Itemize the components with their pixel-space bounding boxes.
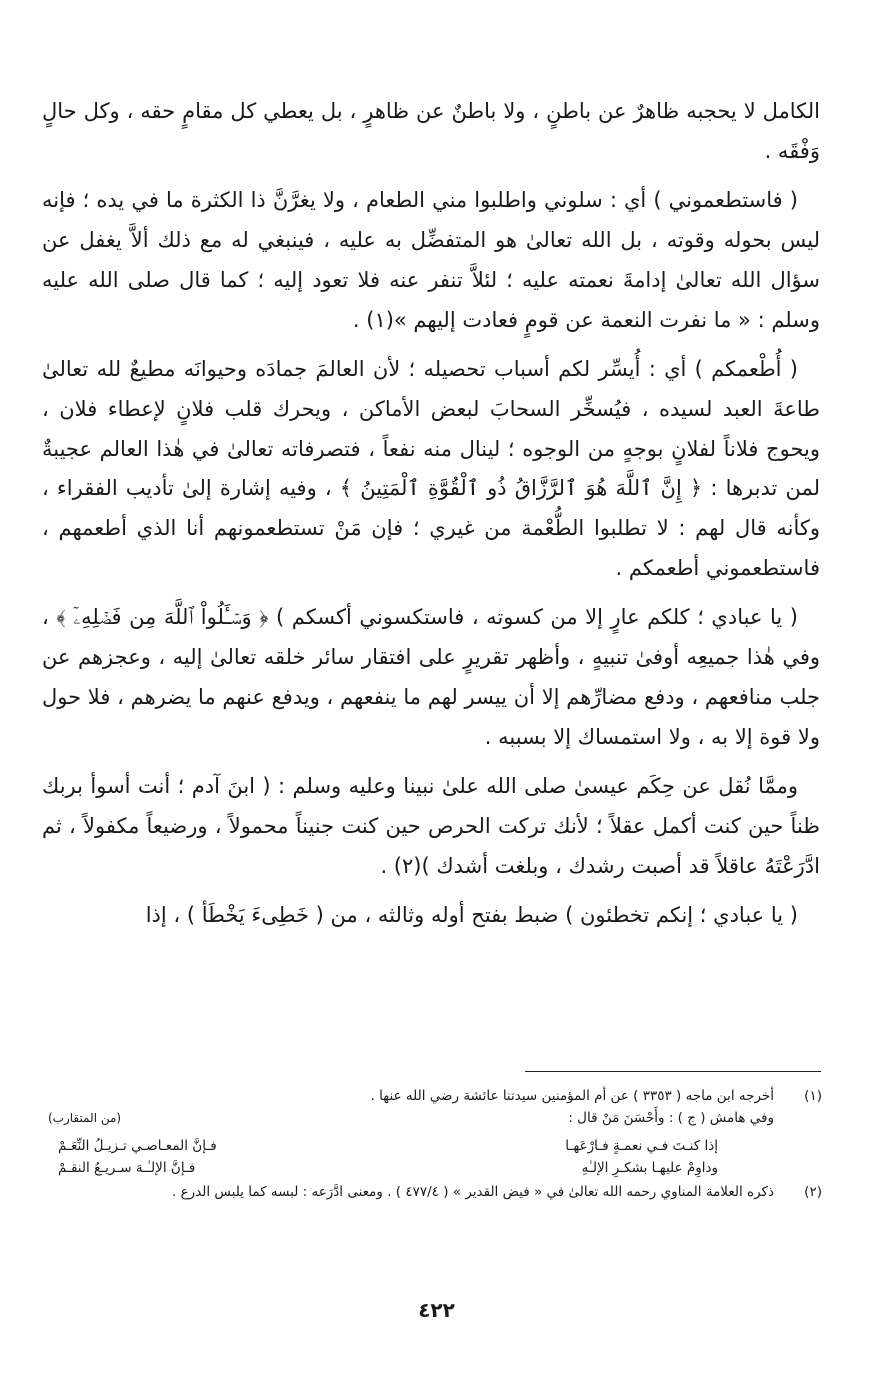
footnote-2 — [48, 1181, 822, 1203]
footnote-1-subline — [48, 1107, 822, 1129]
footnote-2-number: (٢) — [804, 1184, 822, 1200]
verses — [48, 1135, 774, 1179]
verse-1-second-hemistich: فـإنَّ المعـاصـي تـزيـلُ النِّعَـمْ — [58, 1138, 217, 1154]
verse-1-first-hemistich: إذا كنـتَ فـي نعمـةٍ فـارْعَهـا — [565, 1138, 718, 1154]
verse-2-second-hemistich: فـإنَّ الإلـٰـهَ سـريـعُ النقـمْ — [58, 1160, 196, 1176]
verse-meter: (من المتقارب) — [48, 1111, 122, 1125]
paragraph-3: ( أُطْعمكم ) أي : أُيسِّر لكم أسباب تحصيله ؛ لأن العالمَ جمادَه وحيوانَه مطيعٌ لله تعالىٰ طاعةَ العبد لسيده ، فيُسخِّر السحابَ لبعض الأماكن ، ويحرك قلب فلانٍ لإعطاء فلان ، ويحوج فلاناً لفلانٍ بوجهٍ من الوجوه ؛ لينال منه نفعاً ، فتصرفاته تعالىٰ في هٰذا العالم عجيبةٌ لمن تدبرها : ﴿ إِنَّ ٱللَّهَ هُوَ ٱلرَّزَّاقُ ذُو ٱلْقُوَّةِ ٱلْمَتِينُ ﴾ ، وفيه إشارة إلىٰ تأديب الفقراء ، وكأنه قال لهم : لا تطلبوا الطُّعْمة من غيري ؛ فإن مَنْ تستطعمونهم أنا الذي أطعمهم ، فاستطعموني أطعمكم . — [42, 357, 820, 580]
paragraph-4: ( يا عبادي ؛ كلكم عارٍ إلا من كسوته ، فاستكسوني أكسكم ) ﴿ وَسۡـَٔلُواْ ٱللَّهَ مِن فَضۡلِهِۦٓ ﴾ ، وفي هٰذا جميعِه أوفىٰ تنبيهٍ ، وأظهر تقريرٍ على افتقار سائر خلقه تعالىٰ إليه ، وعجزهم عن جلب منافعهم ، ودفع مضارِّهم إلا أن ييسر لهم ما ينفعهم ، ويدفع عنهم ما يضرهم ، فلا حول ولا قوة إلا به ، ولا استمساك إلا بسببه . — [42, 605, 820, 749]
paragraph-1: الكامل لا يحجبه ظاهرٌ عن باطنٍ ، ولا باطنٌ عن ظاهرٍ ، بل يعطي كل مقامٍ حقه ، وكل حالٍ وَفْقَه . — [42, 99, 820, 163]
main-text — [42, 92, 820, 946]
verse-line-1 — [58, 1135, 718, 1157]
footnote-1-number: (١) — [804, 1088, 822, 1104]
verse-2-first-hemistich: وداوِمْ عليهـا بشكـرِ الإلـٰهِ — [581, 1160, 718, 1176]
footnote-1 — [48, 1085, 822, 1107]
footnotes — [48, 1085, 822, 1203]
verse-line-2 — [58, 1157, 718, 1179]
footnote-1-text: أخرجه ابن ماجه ( ٣٣٥٣ ) عن أم المؤمنين سيدتنا عائشة رضي الله عنها . — [370, 1088, 774, 1104]
paragraph-6: ( يا عبادي ؛ إنكم تخطئون ) ضبط بفتح أوله وثالثه ، من ( خَطِىءَ يَخْطَأ ) ، إذا — [145, 903, 798, 928]
paragraph-2: ( فاستطعموني ) أي : سلوني واطلبوا مني الطعام ، ولا يغرَّنَّ ذا الكثرة ما في يده ؛ فإنه ليس بحوله وقوته ، بل الله تعالىٰ هو المتفضِّل به عليه ، فينبغي له مع ذلك ألاَّ يغفل عن سؤال الله تعالىٰ إدامةَ نعمته عليه ؛ لئلاَّ تنفر عنه فلا تعود إليه ؛ كما قال صلى الله عليه وسلم : « ما نفرت النعمة عن قومٍ فعادت إليهم »(١) . — [42, 188, 820, 332]
page-number: ٤٢٢ — [418, 1298, 455, 1322]
footnote-separator — [525, 1071, 821, 1072]
paragraph-5: وممَّا نُقل عن حِكَم عيسىٰ صلى الله علىٰ نبينا وعليه وسلم : ( ابنَ آدم ؛ أنت أسوأ بربك ظناً حين كنت أكمل عقلاً ؛ لأنك تركت الحرص حين كنت جنيناً محمولاً ، ورضيعاً مكفولاً ، ثم ادَّرَعْتَهُ عاقلاً قد أصبت رشدك ، وبلغت أشدك )(٢) . — [42, 774, 820, 878]
footnote-1-sub: وفي هامش ( ج ) : وأَحْسَنَ مَنْ قال : — [568, 1110, 774, 1126]
footnote-2-text: ذكره العلامة المناوي رحمه الله تعالىٰ في « فيض القدير » ( ٤٧٧/٤ ) . ومعنى ادَّرَعه : لبسه كما يلبس الدرع . — [172, 1184, 774, 1200]
